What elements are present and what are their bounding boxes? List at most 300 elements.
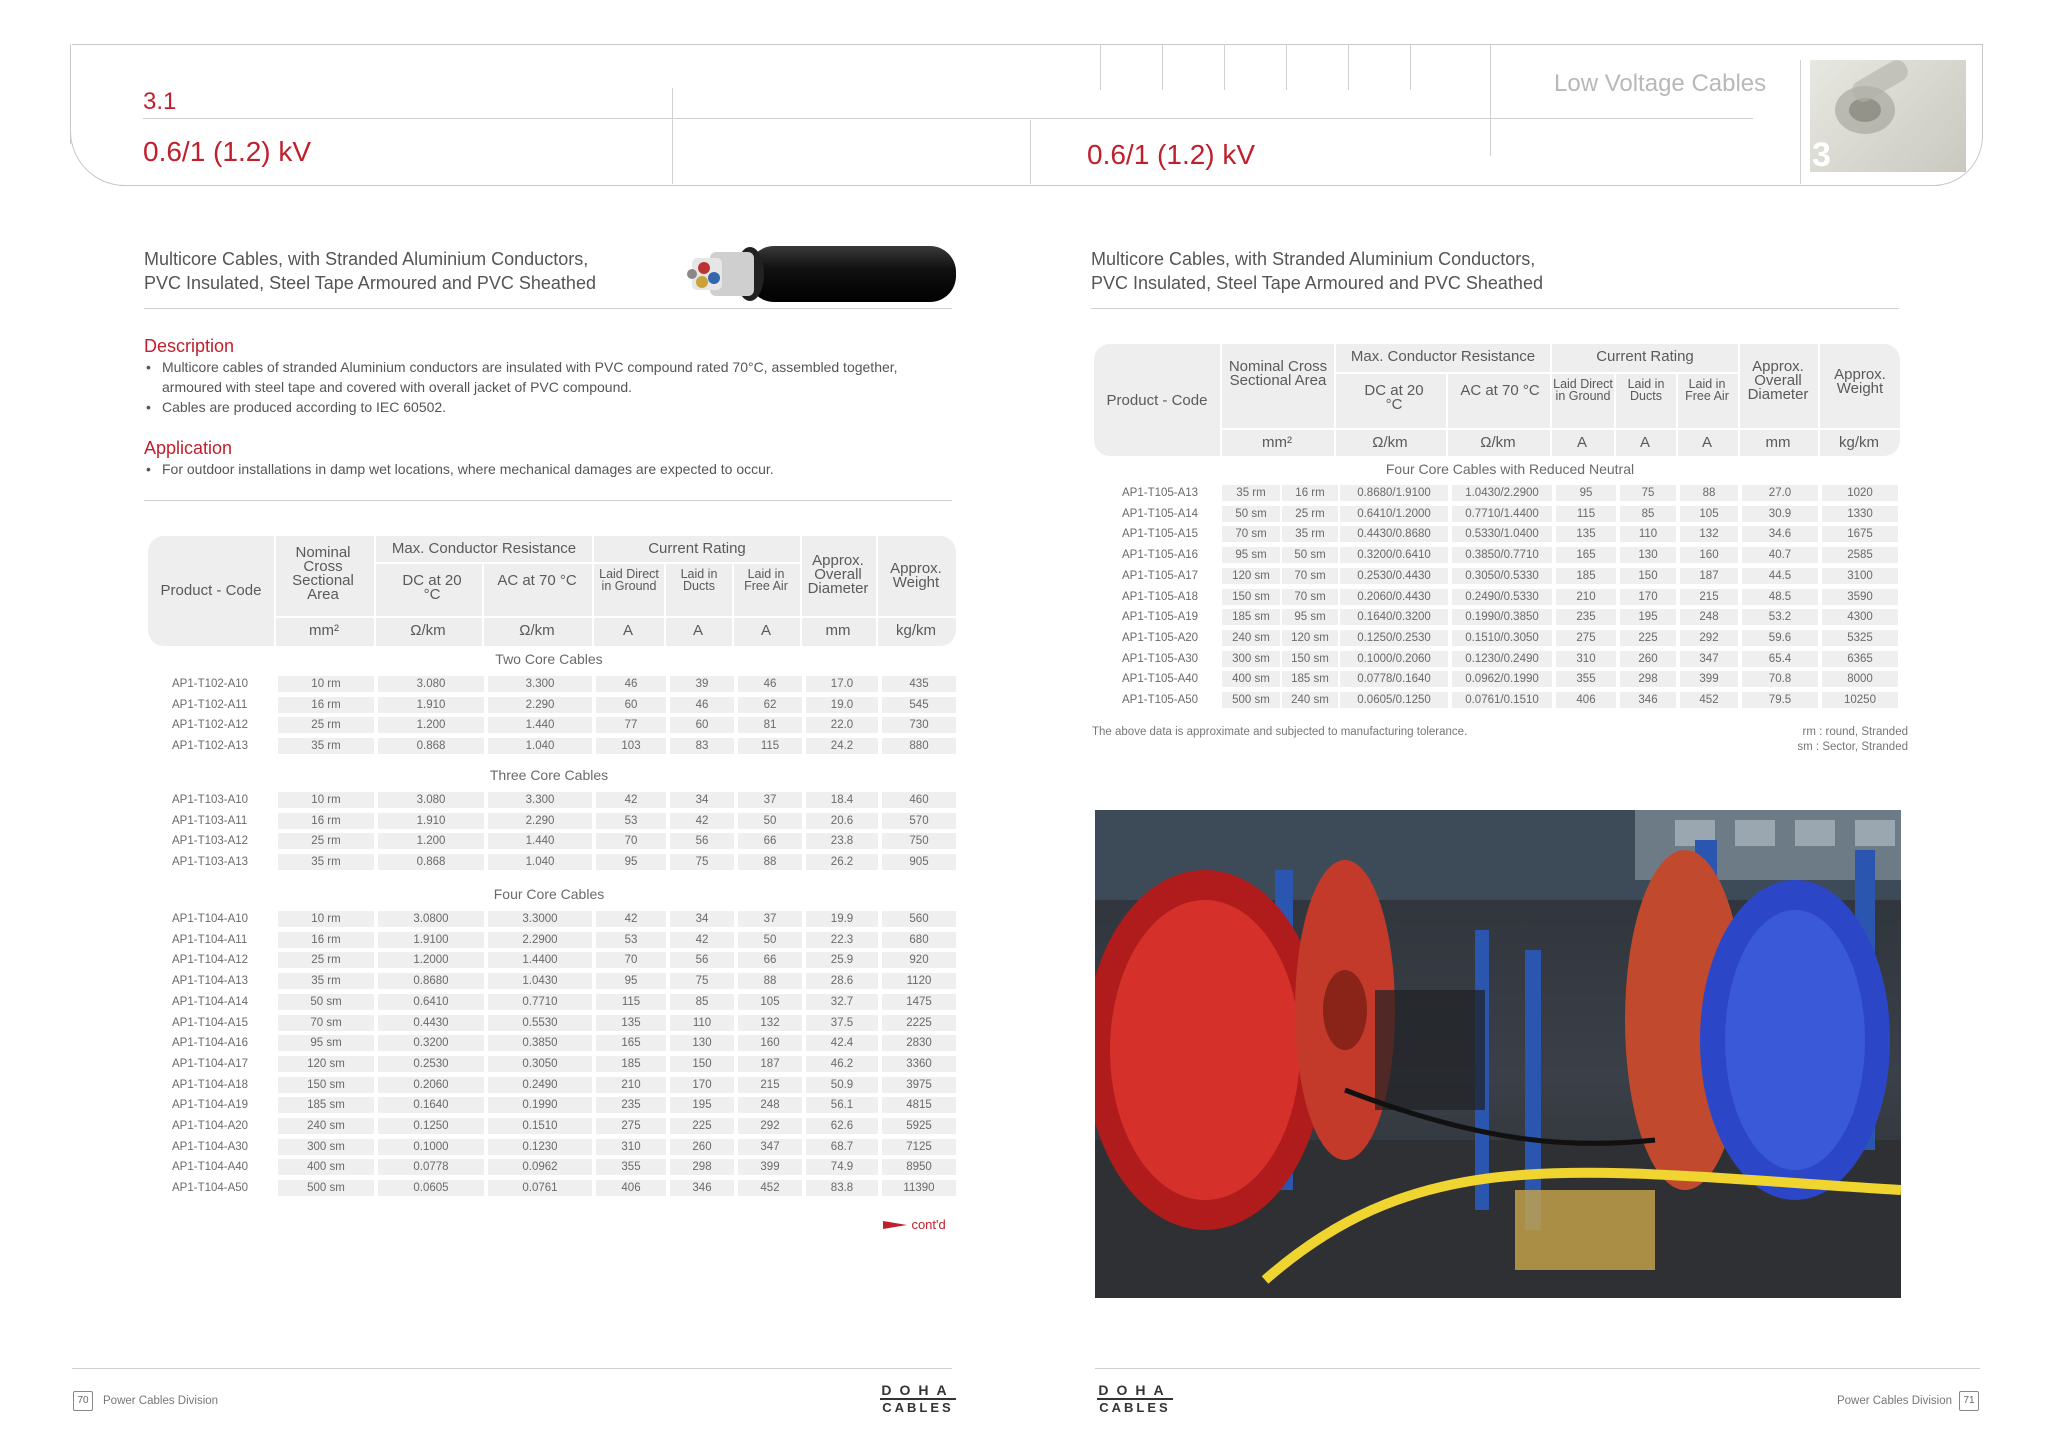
table-cell: 215: [1680, 589, 1738, 605]
table-cell: 0.2490/0.5330: [1452, 589, 1552, 605]
table-cell: 17.0: [806, 676, 878, 692]
th-diameter: Approx. Overall Diameter: [807, 552, 869, 597]
table-row: [0, 973, 960, 990]
table-row: [0, 813, 960, 830]
table-cell: 42: [670, 932, 734, 948]
table-row: [0, 854, 960, 871]
description-bullet: • Multicore cables of stranded Aluminium conductors are insulated with PVC compound rated 70°C, assembled together, armoured with steel tape and covered with overall jacket of PVC compound.: [144, 357, 944, 397]
table-cell: 185: [1556, 568, 1616, 584]
table-cell: 3590: [1822, 589, 1898, 605]
table-cell: 460: [882, 792, 956, 808]
table-cell: 70.8: [1742, 671, 1818, 687]
th-nominal-area: Nominal Cross Sectional Area: [1228, 358, 1328, 389]
chapter-thumbnail: [1810, 60, 1966, 172]
table-cell: 66: [738, 952, 802, 968]
product-code-cell: AP1-T102-A10: [172, 678, 249, 690]
table-cell: 10 rm: [278, 911, 374, 927]
table-cell: 79.5: [1742, 692, 1818, 708]
table-cell: 105: [738, 994, 802, 1010]
table-cell: 165: [1556, 547, 1616, 563]
table-cell: 500 sm: [278, 1180, 374, 1196]
application-bullet: • For outdoor installations in damp wet locations, where mechanical damages are expected to occur.: [144, 459, 944, 479]
table-cell: 4300: [1822, 609, 1898, 625]
table-cell: 70 sm: [1282, 589, 1338, 605]
product-code-cell: AP1-T105-A30: [1122, 652, 1199, 665]
table-cell: 0.3200/0.6410: [1340, 547, 1448, 563]
group-label: Two Core Cables: [495, 651, 603, 667]
table-cell: 0.1510: [488, 1118, 592, 1134]
table-cell: 35 rm: [1222, 485, 1280, 501]
header-frame-top: [72, 44, 1982, 45]
table-cell: 0.0778/0.1640: [1340, 671, 1448, 687]
table-cell: 452: [738, 1180, 802, 1196]
product-code-cell: AP1-T103-A10: [172, 794, 249, 806]
table-cell: 50: [738, 932, 802, 948]
doha-cables-logo-right: [1097, 1382, 1173, 1415]
table-cell: 5925: [882, 1118, 956, 1134]
contd-marker: [883, 1216, 946, 1234]
table-cell: 0.2060/0.4430: [1340, 589, 1448, 605]
table-cell: 81: [738, 717, 802, 733]
th-laid-ground: Laid Direct in Ground: [1553, 377, 1613, 403]
table-cell: 46: [596, 676, 666, 692]
table-cell: 210: [1556, 589, 1616, 605]
table-cell: 34.6: [1742, 526, 1818, 542]
voltage-rating-right: 0.6/1 (1.2) kV: [1087, 139, 1256, 170]
table-cell: 3.300: [488, 792, 592, 808]
table-row: [0, 1139, 960, 1156]
table-cell: 60: [670, 717, 734, 733]
table-cell: 150 sm: [278, 1077, 374, 1093]
table-cell: 50.9: [806, 1077, 878, 1093]
table-cell: 185 sm: [278, 1097, 374, 1113]
table-cell: 42: [596, 911, 666, 927]
table-cell: 298: [670, 1159, 734, 1175]
product-title-line2: PVC Insulated, Steel Tape Armoured and PVC Sheathed: [144, 273, 596, 293]
table-cell: 11390: [882, 1180, 956, 1196]
table-cell: 275: [596, 1118, 666, 1134]
table-cell: 44.5: [1742, 568, 1818, 584]
table-cell: 210: [596, 1077, 666, 1093]
table-row: [0, 911, 960, 928]
table-cell: 260: [670, 1139, 734, 1155]
header-tick: [1162, 44, 1163, 90]
table-cell: 400 sm: [278, 1159, 374, 1175]
table-cell: 185: [596, 1056, 666, 1072]
table-cell: 346: [670, 1180, 734, 1196]
table-cell: 0.7710: [488, 994, 592, 1010]
table-cell: 347: [738, 1139, 802, 1155]
table-cell: 355: [1556, 671, 1616, 687]
table-row: [0, 1035, 960, 1052]
table-cell: 195: [670, 1097, 734, 1113]
table-cell: 88: [738, 854, 802, 870]
table-cell: 3.080: [378, 792, 484, 808]
table-cell: 0.8680: [378, 973, 484, 989]
table-cell: 2.290: [488, 697, 592, 713]
product-code-cell: AP1-T104-A16: [172, 1037, 249, 1050]
table-row: [0, 1056, 960, 1073]
table-cell: 37.5: [806, 1015, 878, 1031]
table-cell: 2.2900: [488, 932, 592, 948]
table-cell: 83.8: [806, 1180, 878, 1196]
group-label: Four Core Cables: [493, 886, 605, 902]
table-cell: 74.9: [806, 1159, 878, 1175]
table-cell: 1.440: [488, 717, 592, 733]
header-tick: [1348, 44, 1349, 90]
table-cell: 240 sm: [1282, 692, 1338, 708]
table-cell: 50 sm: [1222, 506, 1280, 522]
footer-rule-left: [72, 1368, 952, 1369]
product-title-line1: Multicore Cables, with Stranded Aluminium Conductors,: [144, 249, 589, 269]
unit-ducts: A: [1639, 434, 1650, 451]
table-cell: 0.5530: [488, 1015, 592, 1031]
product-code-cell: AP1-T105-A13: [1122, 487, 1199, 499]
table-cell: 160: [1680, 547, 1738, 563]
table-cell: 132: [1680, 526, 1738, 542]
table-cell: 0.0962/0.1990: [1452, 671, 1552, 687]
table-cell: 0.1000/0.2060: [1340, 651, 1448, 667]
table-row: [0, 932, 960, 949]
table-row: [0, 526, 1910, 543]
table-cell: 750: [882, 833, 956, 849]
table-cell: 5325: [1822, 630, 1898, 646]
table-cell: 2.290: [488, 813, 592, 829]
th-max-resistance: Max. Conductor Resistance: [1350, 348, 1536, 365]
product-code-cell: AP1-T104-A10: [172, 913, 249, 925]
product-code-cell: AP1-T102-A11: [172, 698, 248, 711]
table-cell: 130: [1620, 547, 1676, 563]
table-cell: 22.3: [806, 932, 878, 948]
table-cell: 185 sm: [1222, 609, 1280, 625]
unit-area: mm²: [1262, 434, 1292, 451]
table-cell: 25 rm: [278, 833, 374, 849]
table-cell: 730: [882, 717, 956, 733]
table-cell: 135: [1556, 526, 1616, 542]
table-cell: 0.6410: [378, 994, 484, 1010]
table-cell: 2225: [882, 1015, 956, 1031]
table-cell: 170: [1620, 589, 1676, 605]
table-cell: 50 sm: [1282, 547, 1338, 563]
unit-air: A: [1701, 434, 1712, 451]
table-cell: 1.040: [488, 854, 592, 870]
table-cell: 70 sm: [1222, 526, 1280, 542]
product-code-cell: AP1-T105-A19: [1122, 611, 1199, 624]
table-cell: 60: [596, 697, 666, 713]
table-cell: 0.3050/0.5330: [1452, 568, 1552, 584]
th-weight: Approx. Weight: [1834, 366, 1886, 397]
product-title-line2: PVC Insulated, Steel Tape Armoured and PVC Sheathed: [1091, 273, 1543, 293]
table-cell: 115: [1556, 506, 1616, 522]
table-cell: 56: [670, 833, 734, 849]
voltage-rating-left: 0.6/1 (1.2) kV: [143, 136, 312, 167]
th-nominal-area: Nominal Cross Sectional Area: [292, 544, 354, 603]
table-cell: 300 sm: [278, 1139, 374, 1155]
logo-top-text: DOHA: [1098, 1382, 1172, 1398]
table-cell: 1330: [1822, 506, 1898, 522]
unit-ac: Ω/km: [519, 622, 555, 639]
factory-photo: [1095, 810, 1901, 1298]
product-code-cell: AP1-T102-A12: [172, 719, 249, 732]
table-cell: 0.1640/0.3200: [1340, 609, 1448, 625]
table-cell: 6365: [1822, 651, 1898, 667]
header-frame-bottom: [120, 185, 1940, 186]
table-cell: 132: [738, 1015, 802, 1031]
table-cell: 406: [596, 1180, 666, 1196]
table-cell: 16 rm: [278, 697, 374, 713]
table-cell: 10 rm: [278, 676, 374, 692]
table-cell: 0.1250: [378, 1118, 484, 1134]
page-number-left: 70: [73, 1391, 93, 1411]
table-cell: 1675: [1822, 526, 1898, 542]
group-label: Four Core Cables with Reduced Neutral: [1385, 461, 1635, 477]
table-cell: 50 sm: [278, 994, 374, 1010]
table-cell: 39: [670, 676, 734, 692]
table-cell: 3.080: [378, 676, 484, 692]
table-row: [0, 651, 1910, 668]
unit-ground: A: [622, 622, 633, 639]
table-cell: 85: [670, 994, 734, 1010]
table-cell: 10 rm: [278, 792, 374, 808]
table-cell: 35 rm: [1282, 526, 1338, 542]
product-code-cell: AP1-T104-A12: [172, 954, 249, 967]
table-cell: 0.0761/0.1510: [1452, 692, 1552, 708]
logo-top-text: DOHA: [881, 1382, 955, 1398]
cable-product-image: [670, 240, 960, 308]
table-cell: 16 rm: [1282, 485, 1338, 501]
table-cell: 570: [882, 813, 956, 829]
description-list: [144, 357, 944, 417]
table-cell: 66: [738, 833, 802, 849]
table-row: [0, 506, 1910, 523]
table-cell: 18.4: [806, 792, 878, 808]
table-cell: 53: [596, 932, 666, 948]
th-laid-air: Laid in Free Air: [744, 567, 788, 593]
table-cell: 0.0778: [378, 1159, 484, 1175]
table-cell: 187: [738, 1056, 802, 1072]
table-cell: 70: [596, 833, 666, 849]
table-cell: 1.200: [378, 833, 484, 849]
doha-cables-logo-left: [880, 1382, 956, 1415]
table-cell: 110: [1620, 526, 1676, 542]
header-tick: [1286, 44, 1287, 90]
table-cell: 399: [1680, 671, 1738, 687]
table-cell: 30.9: [1742, 506, 1818, 522]
application-list: [144, 459, 944, 479]
th-laid-ground: Laid Direct in Ground: [599, 567, 659, 593]
cable-thumbnail-icon: [1810, 60, 1966, 172]
table-cell: 1.9100: [378, 932, 484, 948]
table-cell: 10250: [1822, 692, 1898, 708]
table-cell: 400 sm: [1222, 671, 1280, 687]
tolerance-note: The above data is approximate and subjected to manufacturing tolerance.: [1092, 726, 1468, 738]
product-code-cell: AP1-T105-A50: [1122, 694, 1199, 706]
product-code-cell: AP1-T105-A20: [1122, 631, 1199, 644]
table-cell: 260: [1620, 651, 1676, 667]
table-cell: 0.4430/0.8680: [1340, 526, 1448, 542]
product-code-cell: AP1-T104-A40: [172, 1161, 249, 1174]
page-number-right: 71: [1959, 1391, 1979, 1411]
legend-sm: sm : Sector, Stranded: [1797, 741, 1908, 753]
table-cell: 34: [670, 911, 734, 927]
table-cell: 95 sm: [278, 1035, 374, 1051]
right-table-header: [1094, 344, 1900, 456]
header-tick: [1410, 44, 1411, 90]
product-code-cell: AP1-T105-A17: [1122, 569, 1199, 582]
table-cell: 25 rm: [278, 717, 374, 733]
unit-ac: Ω/km: [1480, 434, 1516, 451]
header-frame-right: [1982, 44, 1983, 134]
table-cell: 8950: [882, 1159, 956, 1175]
table-cell: 0.7710/1.4400: [1452, 506, 1552, 522]
table-cell: 399: [738, 1159, 802, 1175]
table-cell: 42.4: [806, 1035, 878, 1051]
table-cell: 0.0962: [488, 1159, 592, 1175]
table-cell: 105: [1680, 506, 1738, 522]
footer-rule-right: [1095, 1368, 1980, 1369]
table-row: [0, 738, 960, 755]
table-cell: 3100: [1822, 568, 1898, 584]
table-cell: 83: [670, 738, 734, 754]
table-cell: 187: [1680, 568, 1738, 584]
unit-weight: kg/km: [1838, 434, 1879, 451]
table-cell: 235: [1556, 609, 1616, 625]
table-cell: 70 sm: [1282, 568, 1338, 584]
table-cell: 1.0430: [488, 973, 592, 989]
th-ac: AC at 70 °C: [497, 572, 577, 589]
table-row: [0, 671, 1910, 688]
table-cell: 680: [882, 932, 956, 948]
table-cell: 7125: [882, 1139, 956, 1155]
product-code-cell: AP1-T105-A16: [1122, 549, 1199, 562]
th-dc: DC at 20 °C: [1364, 382, 1424, 413]
table-cell: 62.6: [806, 1118, 878, 1134]
table-cell: 1.910: [378, 697, 484, 713]
table-cell: 115: [738, 738, 802, 754]
table-cell: 0.1250/0.2530: [1340, 630, 1448, 646]
table-cell: 240 sm: [1222, 630, 1280, 646]
table-cell: 26.2: [806, 854, 878, 870]
header-rule: [143, 118, 1753, 119]
product-code-cell: AP1-T103-A11: [172, 814, 248, 827]
table-cell: 248: [1680, 609, 1738, 625]
unit-ground: A: [1576, 434, 1587, 451]
table-cell: 0.0761: [488, 1180, 592, 1196]
table-row: [0, 589, 1910, 606]
table-cell: 19.0: [806, 697, 878, 713]
table-cell: 0.1990/0.3850: [1452, 609, 1552, 625]
table-row: [0, 1015, 960, 1032]
table-cell: 115: [596, 994, 666, 1010]
product-code-cell: AP1-T104-A50: [172, 1182, 249, 1195]
table-cell: 88: [738, 973, 802, 989]
table-cell: 95: [1556, 485, 1616, 501]
unit-diameter: mm: [1765, 434, 1791, 451]
table-cell: 3.300: [488, 676, 592, 692]
product-code-cell: AP1-T103-A13: [172, 856, 249, 869]
table-cell: 95: [596, 854, 666, 870]
table-cell: 0.1640: [378, 1097, 484, 1113]
table-cell: 130: [670, 1035, 734, 1051]
header-divider: [672, 88, 673, 184]
product-code-cell: AP1-T104-A13: [172, 975, 249, 988]
table-cell: 120 sm: [278, 1056, 374, 1072]
table-cell: 150: [1620, 568, 1676, 584]
product-code-cell: AP1-T104-A15: [172, 1016, 249, 1029]
table-cell: 195: [1620, 609, 1676, 625]
table-cell: 0.0605: [378, 1180, 484, 1196]
table-cell: 75: [670, 973, 734, 989]
table-cell: 0.1510/0.3050: [1452, 630, 1552, 646]
table-cell: 3360: [882, 1056, 956, 1072]
table-cell: 905: [882, 854, 956, 870]
table-cell: 300 sm: [1222, 651, 1280, 667]
product-title-line1: Multicore Cables, with Stranded Aluminium Conductors,: [1091, 249, 1536, 269]
table-cell: 0.2490: [488, 1077, 592, 1093]
table-cell: 275: [1556, 630, 1616, 646]
product-code-cell: AP1-T105-A40: [1122, 673, 1199, 686]
table-row: [0, 609, 1910, 626]
table-cell: 24.2: [806, 738, 878, 754]
table-cell: 298: [1620, 671, 1676, 687]
division-left: Power Cables Division: [103, 1395, 219, 1407]
table-cell: 170: [670, 1077, 734, 1093]
category-title: Low Voltage Cables: [1554, 70, 1767, 97]
th-weight: Approx. Weight: [890, 560, 942, 591]
table-cell: 560: [882, 911, 956, 927]
unit-area: mm²: [309, 622, 339, 639]
unit-weight: kg/km: [895, 622, 936, 639]
table-cell: 46.2: [806, 1056, 878, 1072]
table-cell: 16 rm: [278, 932, 374, 948]
description-heading: Description: [144, 336, 235, 356]
table-cell: 165: [596, 1035, 666, 1051]
table-cell: 225: [670, 1118, 734, 1134]
table-cell: 452: [1680, 692, 1738, 708]
table-cell: 23.8: [806, 833, 878, 849]
table-cell: 1.440: [488, 833, 592, 849]
table-cell: 16 rm: [278, 813, 374, 829]
table-row: [0, 833, 960, 850]
table-cell: 75: [670, 854, 734, 870]
table-cell: 25 rm: [1282, 506, 1338, 522]
table-cell: 1.2000: [378, 952, 484, 968]
table-cell: 53.2: [1742, 609, 1818, 625]
table-cell: 1.200: [378, 717, 484, 733]
table-cell: 1020: [1822, 485, 1898, 501]
table-cell: 42: [670, 813, 734, 829]
table-cell: 3.0800: [378, 911, 484, 927]
table-cell: 1120: [882, 973, 956, 989]
table-cell: 120 sm: [1282, 630, 1338, 646]
table-cell: 0.868: [378, 738, 484, 754]
table-cell: 0.8680/1.9100: [1340, 485, 1448, 501]
table-cell: 2830: [882, 1035, 956, 1051]
table-cell: 8000: [1822, 671, 1898, 687]
table-cell: 35 rm: [278, 973, 374, 989]
table-row: [0, 1180, 960, 1197]
logo-bottom-text: CABLES: [1097, 1398, 1173, 1415]
table-cell: 75: [1620, 485, 1676, 501]
table-cell: 0.3200: [378, 1035, 484, 1051]
table-cell: 0.1230: [488, 1139, 592, 1155]
table-cell: 35 rm: [278, 854, 374, 870]
th-max-resistance: Max. Conductor Resistance: [391, 540, 577, 557]
title-rule-left: [144, 308, 952, 309]
table-row: [0, 485, 1910, 502]
table-cell: 0.868: [378, 854, 484, 870]
table-cell: 292: [738, 1118, 802, 1134]
